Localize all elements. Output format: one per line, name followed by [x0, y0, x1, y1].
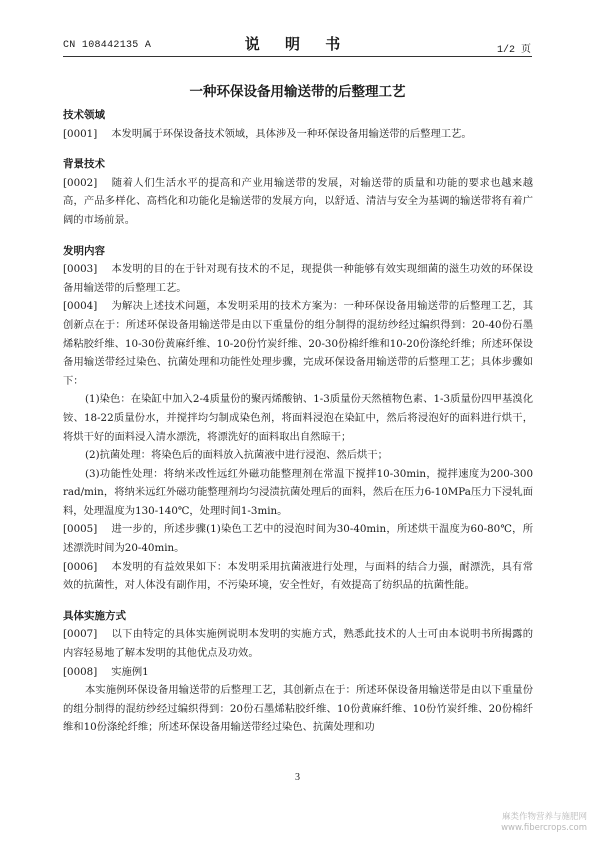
- patent-number: CN 108442135 A: [63, 40, 152, 51]
- watermark-name: 麻类作物营养与施肥网: [501, 812, 587, 822]
- paragraph-number: [0005]: [63, 523, 98, 536]
- section-heading-field: 技术领域: [63, 109, 105, 121]
- paragraph-number: [0004]: [63, 300, 98, 313]
- paragraph-0006: [63, 558, 533, 595]
- document-body: [63, 106, 533, 737]
- paragraph-0007: [63, 625, 533, 662]
- paragraph-number: [0006]: [63, 560, 98, 573]
- paragraph-number: [0008]: [63, 665, 98, 678]
- paragraph-number: [0002]: [63, 176, 98, 189]
- page-number: 3: [295, 772, 300, 783]
- section-heading-summary: 发明内容: [63, 244, 105, 257]
- header-title: 说 明 书: [244, 35, 351, 53]
- step-dyeing: (1)染色：在染缸中加入2-4质量份的聚丙烯酸钠、1-3质量份天然植物色素、1-3质量份四甲基溴化铵、18-22质量份水，并搅拌均匀制成染色剂，将面料浸泡在染缸中，然后将浸泡好的面料进行烘干，将烘干好的面料浸入清水漂洗，将漂洗好的面料取出自然晾干；: [63, 393, 533, 443]
- paragraph-0005: [63, 520, 533, 557]
- paragraph-0004: [63, 297, 533, 390]
- paragraph-text: 实施例1: [111, 665, 149, 678]
- paragraph-text: 本发明属于环保设备技术领域，具体涉及一种环保设备用输送带的后整理工艺。: [111, 127, 472, 140]
- header-divider: [63, 56, 532, 57]
- paragraph-0001: [63, 125, 533, 144]
- watermark: [501, 812, 587, 834]
- paragraph-text: 为解决上述技术问题，本发明采用的技术方案为：一种环保设备用输送带的后整理工艺，其创新点在于：所述环保设备用输送带是由以下重量份的组分制得的混纺纱经过编织得到：20-40份石墨烯粘胶纤维、10-30份黄麻纤维、10-20份竹炭纤维、20-30份棉纤维和10-20份涤纶纤维；所述环保设备用输送带经过染色、抗菌处理和功能性处理步骤，完成环保设备用输送带的后整理工艺；具体步骤如下：: [63, 300, 534, 387]
- page-indicator: 1/2 页: [496, 45, 531, 56]
- paragraph-0003: [63, 260, 533, 297]
- paragraph-0002: [63, 174, 533, 230]
- step-antibacterial: (2)抗菌处理：将染色后的面料放入抗菌液中进行浸泡、然后烘干；: [85, 449, 388, 462]
- paragraph-text: 本发明的目的在于针对现有技术的不足，现提供一种能够有效实现细菌的滋生功效的环保设备用输送带的后整理工艺。: [63, 263, 533, 294]
- document-title: 一种环保设备用输送带的后整理工艺: [189, 84, 406, 100]
- paragraph-number: [0007]: [63, 628, 98, 641]
- paragraph-text: 随着人们生活水平的提高和产业用输送带的发展，对输送带的质量和功能的要求也越来越高，产品多样化、高档化和功能化是输送带的发展方向，以舒适、清洁与安全为基调的输送带将有着广阔的市场前景。: [63, 176, 533, 226]
- paragraph-number: [0003]: [63, 263, 98, 276]
- step-functional: (3)功能性处理：将纳米改性远红外磁功能整理剂在常温下搅拌10-30min，搅拌速度为200-300 rad/min，将纳米远红外磁功能整理剂均匀浸渍抗菌处理后的面料，然后在压力6-10MPa压力下浸轧面料，处理温度为130-140℃，处理时间1-3min。: [63, 467, 533, 517]
- paragraph-text: 以下由特定的具体实施例说明本发明的实施方式，熟悉此技术的人士可由本说明书所揭露的内容轻易地了解本发明的其他优点及功效。: [63, 628, 533, 660]
- watermark-url: www.fibercrops.com: [501, 823, 587, 833]
- embodiment-1-text: 本实施例环保设备用输送带的后整理工艺，其创新点在于：所述环保设备用输送带是由以下重量份的组分制得的混纺纱经过编织得到：20份石墨烯粘胶纤维、10份黄麻纤维、10份竹炭纤维、20份棉纤维和10份涤纶纤维；所述环保设备用输送带经过染色、抗菌处理和功: [63, 684, 533, 734]
- section-heading-embodiment: 具体实施方式: [63, 609, 126, 622]
- section-heading-background: 背景技术: [63, 158, 105, 171]
- paragraph-0008: [63, 663, 533, 682]
- paragraph-text: 进一步的，所述步骤(1)染色工艺中的浸泡时间为30-40min，所述烘干温度为60-80℃，所述漂洗时间为20-40min。: [63, 523, 533, 555]
- paragraph-text: 本发明的有益效果如下：本发明采用抗菌液进行处理，与面料的结合力强，耐漂洗，具有常效的抗菌性，对人体没有副作用，不污染环境，安全性好，有效提高了纺织品的抗菌性能。: [63, 560, 533, 592]
- paragraph-number: [0001]: [63, 127, 98, 140]
